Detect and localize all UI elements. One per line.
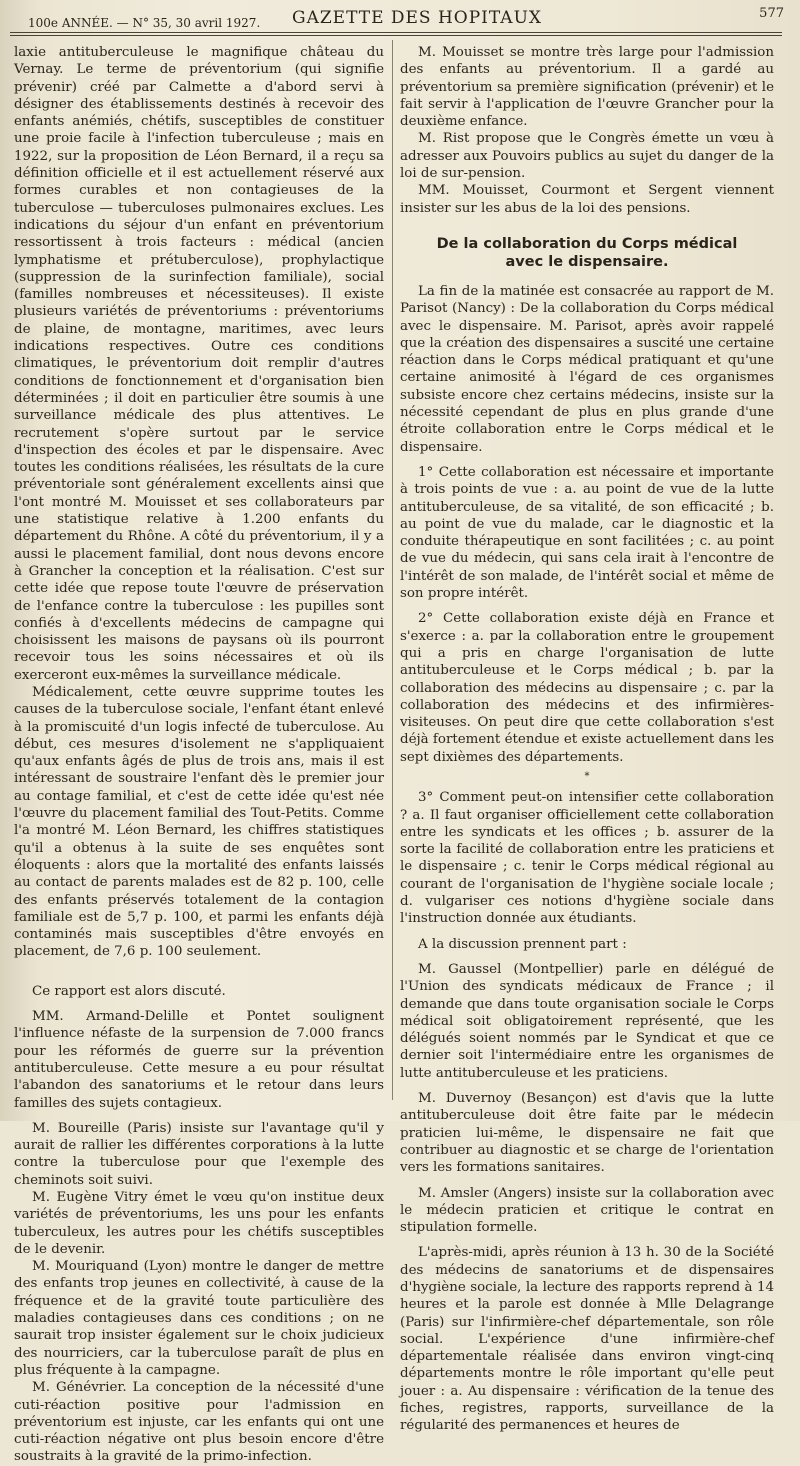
paragraph: M. Eugène Vitry émet le vœu qu'on institue deux variétés de préventoriums, les uns pour les enfants tuberculeux, les autres pour les chétifs susceptibles de le devenir. [14, 1190, 384, 1257]
paragraph: 1° Cette collaboration est nécessaire et importante à trois points de vue : a. au point de vue de la lutte antituberculeuse, de sa vitalité, de son efficacité ; b. au point de vue du malade, car le diagnostic et la conduite thérapeutique en sont facilitées ; c. au point de vue du médecin, qui sans cela irait à l'encontre de l'intérêt de son malade, de l'intérêt social et même de son propre intérêt. [400, 464, 774, 602]
page-number: 577 [759, 6, 784, 21]
section-title-line-2: avec le dispensaire. [505, 253, 669, 270]
paragraph: M. Génévrier. La conception de la nécessité d'une cuti-réaction positive pour l'admission en préventorium est injuste, car les enfants qui ont une cuti-réaction négative ont plus besoin encore d'être soustraits à la gravité de la primo-infection. [14, 1380, 384, 1465]
paragraph: M. Mouisset se montre très large pour l'admission des enfants au préventorium. Il a gardé au préventorium sa première signification (prévenir) et le fait servir à l'application de l'œuvre Grancher pour la deuxième enfance. [400, 45, 774, 130]
paragraph: M. Duvernoy (Besançon) est d'avis que la lutte antituberculeuse doit être faite par le médecin praticien lui-même, le dispensaire ne fait que contribuer au diagnostic et se charge de l'orientation vers les formations sanitaires. [400, 1091, 774, 1176]
paragraph: M. Boureille (Paris) insiste sur l'avantage qu'il y aurait de rallier les différentes corporations à la lutte contre la tuberculose pour que l'exemple des cheminots soit suivi. [14, 1120, 384, 1188]
separator-asterisk: * [584, 770, 590, 782]
paragraph: 3° Comment peut-on intensifier cette collaboration ? a. Il faut organiser officiellement cette collaboration entre les syndicats et les offices ; b. assurer de la sorte la facilité de collaboration entre les praticiens et le dispensaire ; c. tenir le Corps médical régional au courant de l'organisation de l'hygiène sociale locale ; d. vulgariser ces notions d'hygiène sociale dans l'instruction donnée aux étudiants. [400, 790, 774, 927]
paragraph: M. Gaussel (Montpellier) parle en délégué de l'Union des syndicats médicaux de France ; il demande que dans toute organisation sociale le Corps médical soit obligatoirement représenté, que les délégués soient nommés par le Syndicat et que ce dernier soit l'intermédiaire entre les organismes de lutte antituberculeuse et les praticiens. [400, 961, 774, 1081]
paragraph: A la discussion prennent part : [418, 936, 627, 952]
paragraph: MM. Armand-Delille et Pontet soulignent l'influence néfaste de la surpension de 7.000 francs pour les réformés de guerre sur la prévention antituberculeuse. Cette mesure a eu pour résultat l'abandon des sanatoriums et le retour dans leurs familles des sujets contagieux. [14, 1009, 384, 1111]
section-title [400, 235, 774, 271]
paragraph: MM. Mouisset, Courmont et Sergent viennent insister sur les abus de la loi des pensions. [400, 183, 774, 216]
header-rule [10, 32, 782, 33]
right-column [400, 44, 774, 1435]
left-column [14, 44, 384, 1466]
paragraph: 2° Cette collaboration existe déjà en France et s'exerce : a. par la collaboration entre le groupement qui a pris en charge l'organisation de lutte antituberculeuse et le Corps médical ; b. par la collaboration des médecins au dispensaire ; c. par la collaboration des médecins et des infirmières-visiteuses. On peut dire que cette collaboration s'est déjà fortement étendue et existe actuellement dans les sept dixièmes des départements. [400, 611, 774, 765]
paragraph: La fin de la matinée est consacrée au rapport de M. Parisot (Nancy) : De la collaboration du Corps médical avec le dispensaire. M. Parisot, après avoir rappelé que la création des dispensaires a suscité une certaine réaction dans le Corps médical pratiquant et qu'une certaine animosité à l'égard de ces organismes subsiste encore chez certains médecins, insiste sur la nécessité cependant de plus en plus grande d'une étroite collaboration entre le Corps médical et le dispensaire. [400, 283, 774, 455]
paragraph: Ce rapport est alors discuté. [32, 983, 226, 999]
paragraph: M. Mouriquand (Lyon) montre le danger de mettre des enfants trop jeunes en collectivité, à cause de la fréquence et de la gravité toute particulière des maladies contagieuses dans ces conditions ; on ne saurait trop insister également sur le choix judicieux des nourriciers, car la tuberculose paraît de plus en plus fréquente à la campagne. [14, 1259, 384, 1378]
paragraph: L'après-midi, après réunion à 13 h. 30 de la Société des médecins de sanatoriums et de dispensaires d'hygiène sociale, la lecture des rapports reprend à 14 heures et la parole est donnée à Mlle Delagrange (Paris) sur l'infirmière-chef départementale, son rôle social. L'expérience d'une infirmière-chef départementale réalisée dans environ vingt-cinq départements montre le rôle important qu'elle peut jouer : a. Au dispensaire : vérification de la tenue des fiches, registres, rapports, surveillance de la régularité des permanences et heures de [400, 1245, 774, 1434]
section-title-line-1: De la collaboration du Corps médical [436, 235, 738, 252]
paragraph: M. Amsler (Angers) insiste sur la collaboration avec le médecin praticien et critique le contrat en stipulation formelle. [400, 1185, 774, 1236]
paragraph: Médicalement, cette œuvre supprime toutes les causes de la tuberculose sociale, l'enfant étant enlevé à la promiscuité d'un logis infecté de tuberculose. Au début, ces mesures d'isolement ne s'appliquaient qu'aux enfants âgés de plus de trois ans, mais il est intéressant de soustraire l'enfant dès le premier jour au contage familial, et c'est de cette idée qu'est née l'œuvre du placement familial des Tout-Petits. Comme l'a montré M. Léon Bernard, les chiffres statistiques qu'il a obtenus à la suite de ses enquêtes sont éloquents : alors que la mortalité des enfants laissés au contact de parents malades est de 82 p. 100, celle des enfants préservés totalement de la contagion familiale est de 5,7 p. 100, et parmi les enfants déjà contaminés mais susceptibles d'être envoyés en placement, de 7,6 p. 100 seulement. [14, 684, 384, 960]
paragraph: laxie antituberculeuse le magnifique château du Vernay. Le terme de préventorium (qui signifie prévenir) créé par Calmette a d'abord servi à désigner des établissements destinés à recevoir des enfants anémiés, chétifs, susceptibles de constituer une proie facile à l'infection tuberculeuse ; mais en 1922, sur la proposition de Léon Bernard, il a reçu sa définition officielle et il est actuellement réservé aux formes curables et non contagieuses de la tuberculose — tuberculoses pulmonaires exclues. Les indications du séjour d'un enfant en préventorium ressortissent à trois facteurs : médical (ancien lymphatisme et prétuberculose), prophylactique (suppression de la surinfection familiale), social (familles nombreuses et nécessiteuses). Il existe plusieurs variétés de préventoriums : préventoriums de plaine, de montagne, maritimes, avec leurs indications respectives. Outre ces conditions climatiques, le préventorium doit remplir d'autres conditions de fonctionnement et d'organisation bien déterminées ; il doit en particulier être soumis à une surveillance médicale des plus attentives. Le recrutement s'opère surtout par le service d'inspection des écoles et par le dispensaire. Avec toutes les conditions réalisées, les résultats de la cure préventoriale sont généralement excellents ainsi que l'ont montré M. Mouisset et ses collaborateurs par une statistique relative à 1.200 enfants du département du Rhône. A côté du préventorium, il y a aussi le placement familial, dont nous devons encore à Grancher la conception et la réalisation. C'est sur cette idée que repose toute l'œuvre de préservation de l'enfance contre la tuberculose : les pupilles sont confiés à d'excellents médecins de campagne qui choisissent les maisons de paysans où ils pourront recevoir tous les soins nécessaires et où ils exerceront eux-mêmes la surveillance médicale. [14, 45, 384, 683]
issue-line: 100e ANNÉE. — N° 35, 30 avril 1927. [28, 16, 261, 30]
paragraph: M. Rist propose que le Congrès émette un vœu à adresser aux Pouvoirs publics au sujet du danger de la loi de sur-pension. [400, 131, 774, 182]
journal-title: GAZETTE DES HOPITAUX [292, 8, 543, 28]
column-divider [392, 40, 393, 1100]
header-rule-thin [10, 35, 782, 36]
